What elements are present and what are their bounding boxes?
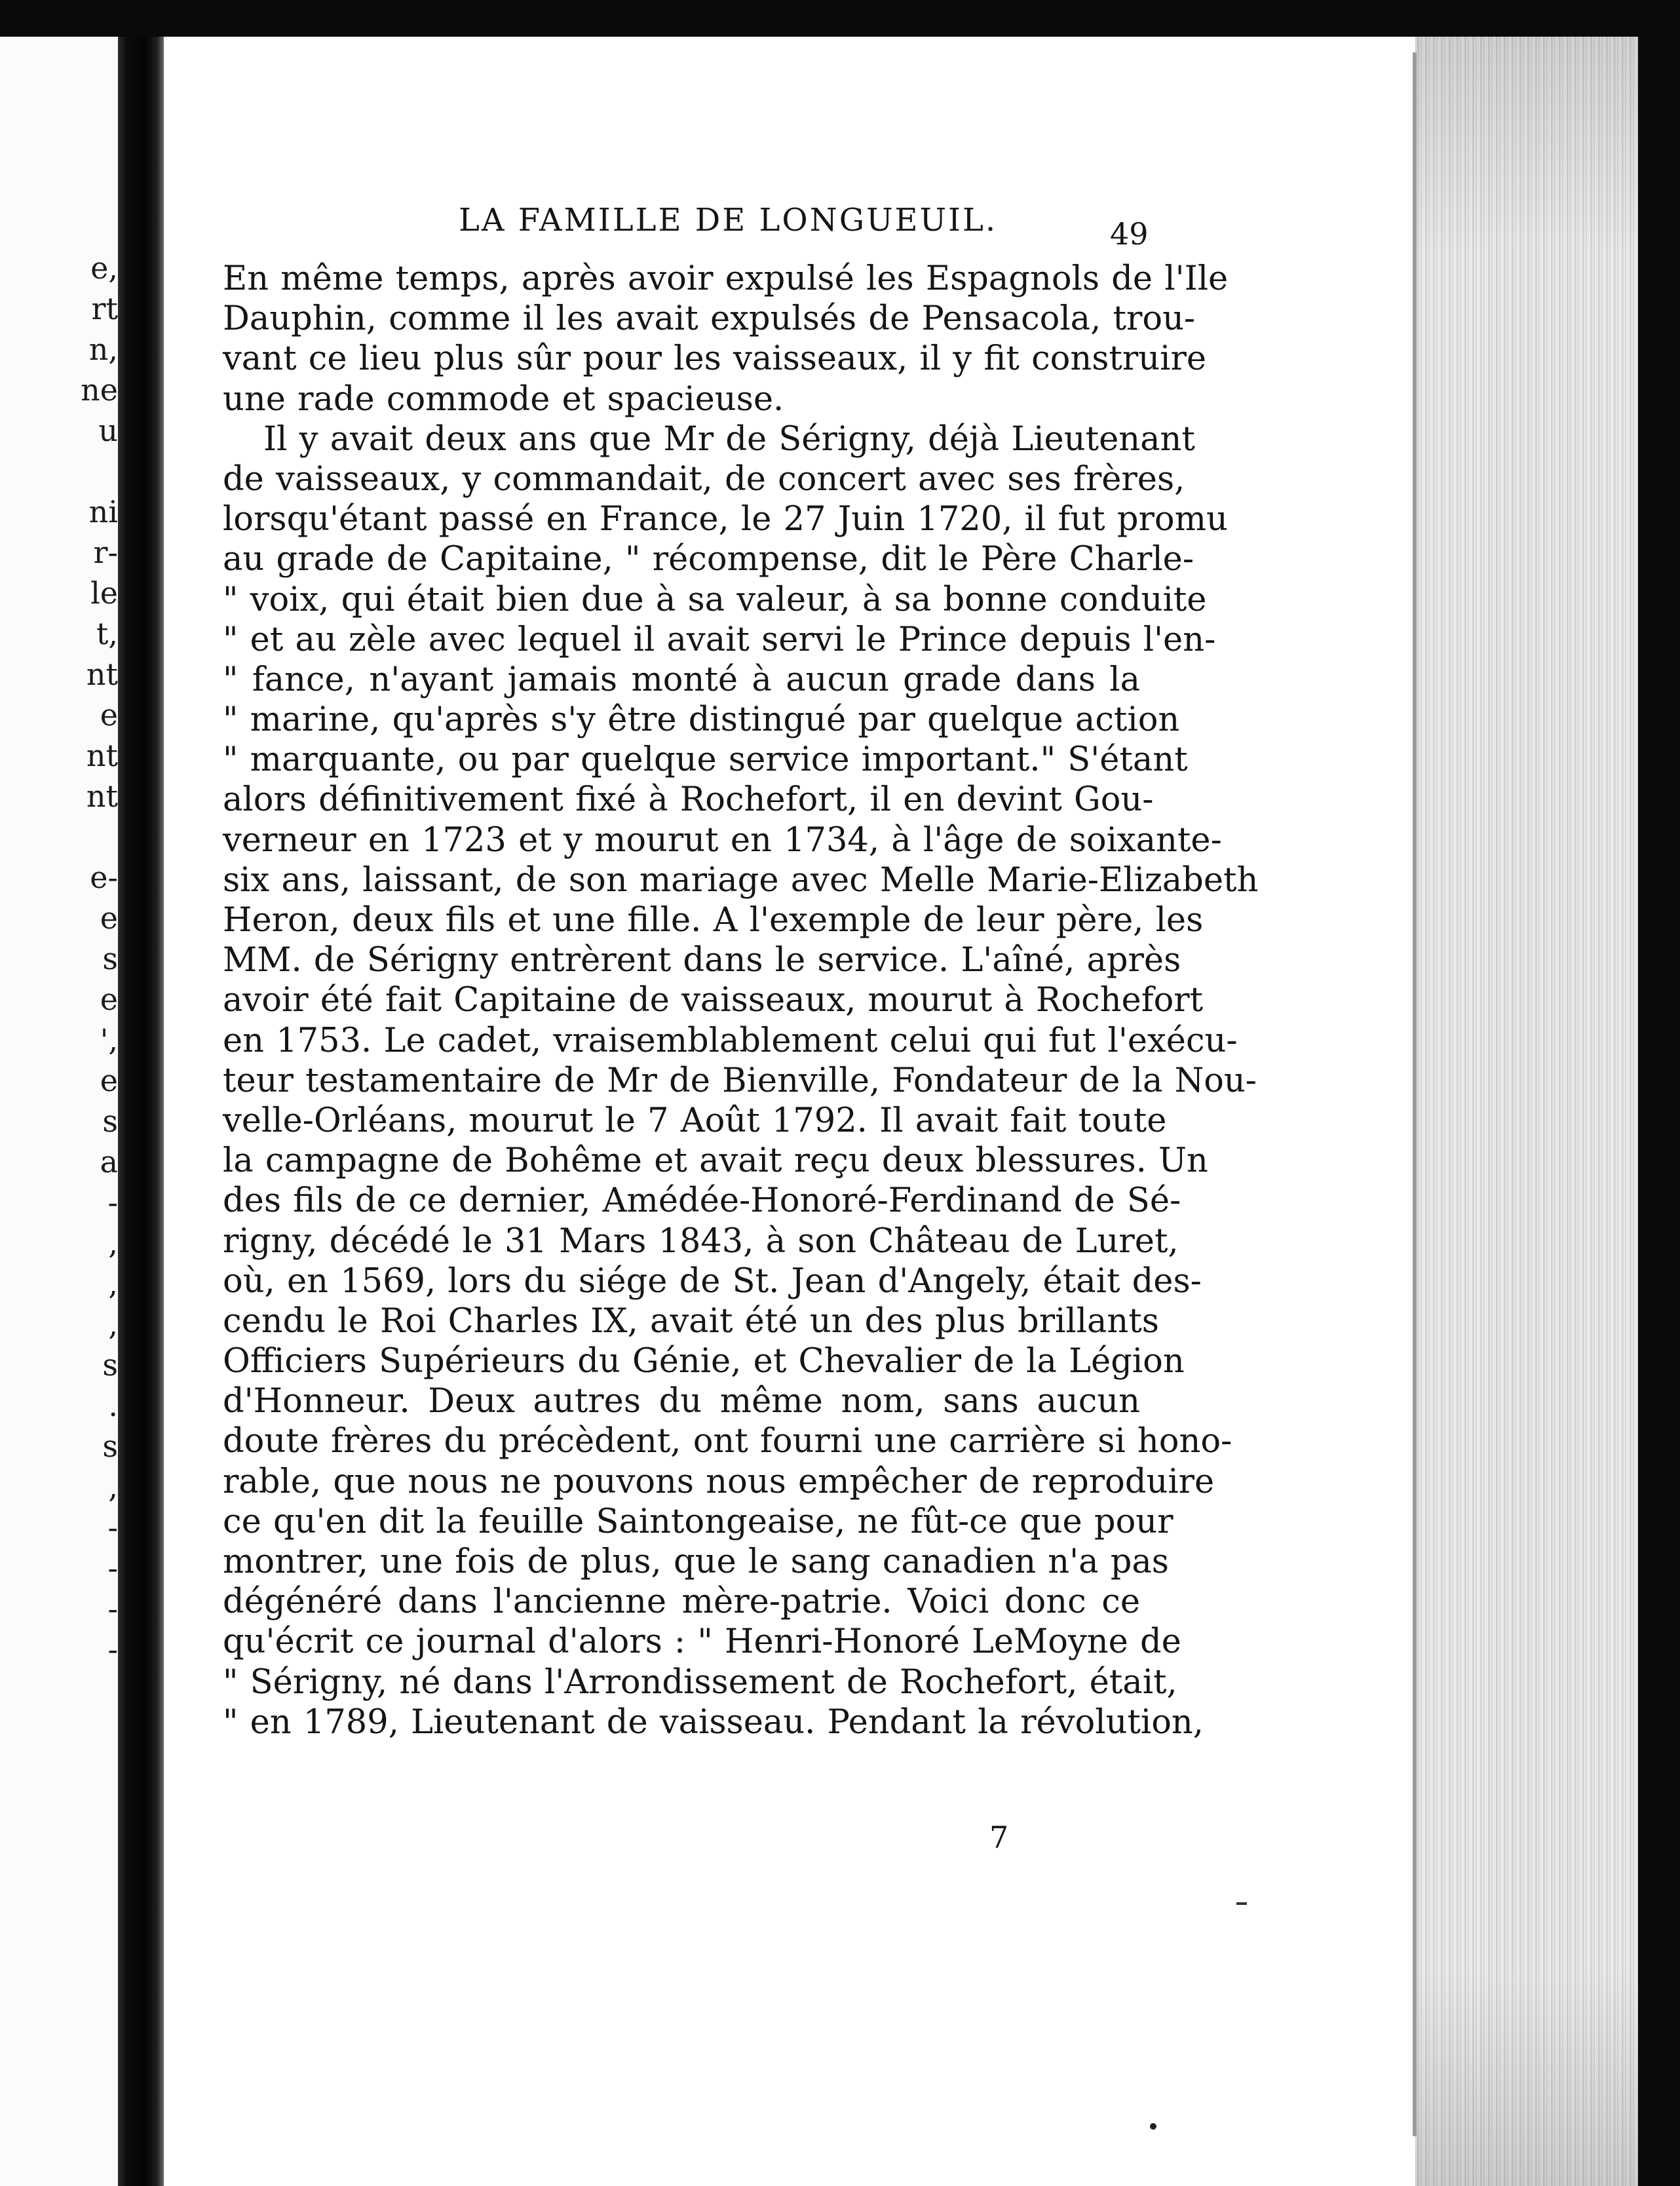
facing-page-left	[0, 37, 118, 2186]
text-line: rable, que nous ne pouvons nous empêcher de reproduire	[223, 1462, 1215, 1501]
text-line: vant ce lieu plus sûr pour les vaisseaux, il y fit construire	[223, 339, 1206, 379]
page-edge-line	[1413, 52, 1417, 2136]
text-line: en 1753. Le cadet, vraisemblablement celui qui fut l'exécu-	[223, 1021, 1238, 1060]
text-line: dégénéré dans l'ancienne mère-patrie. Voici donc ce	[223, 1582, 1140, 1622]
scan-border-right	[1638, 0, 1680, 2186]
text-line: qu'écrit ce journal d'alors : " Henri-Honoré LeMoyne de	[223, 1622, 1181, 1662]
facing-page-fragment: ni	[88, 494, 118, 529]
text-line: " Sérigny, né dans l'Arrondissement de Rochefort, était,	[223, 1662, 1177, 1702]
facing-page-fragment: e	[100, 1063, 118, 1098]
facing-page-fragment: nt	[86, 657, 118, 692]
facing-page-fragment: a	[100, 1144, 118, 1179]
facing-page-fragment: s	[102, 1429, 118, 1464]
text-line: " marquante, ou par quelque service important." S'étant	[223, 740, 1188, 780]
facing-page-fragment: ne	[81, 372, 118, 408]
facing-page-fragment: s	[102, 941, 118, 976]
text-line: de vaisseaux, y commandait, de concert avec ses frères,	[223, 459, 1185, 499]
facing-page-fragment: ,	[108, 1469, 118, 1505]
facing-page-fragment: e	[100, 900, 118, 936]
text-line: Il y avait deux ans que Mr de Sérigny, déjà Lieutenant	[263, 419, 1195, 459]
body-text	[223, 259, 1259, 1742]
page-number: 49	[1110, 216, 1149, 252]
facing-page-fragment: e	[100, 982, 118, 1017]
text-line: rigny, décédé le 31 Mars 1843, à son Château de Luret,	[223, 1221, 1179, 1261]
scan-border-top	[0, 0, 1680, 37]
facing-page-fragment: ,	[108, 1225, 118, 1261]
facing-page-fragment: e-	[90, 860, 118, 895]
facing-page-fragment: -	[107, 1510, 118, 1545]
text-line: une rade commode et spacieuse.	[223, 379, 784, 419]
text-line: d'Honneur. Deux autres du même nom, sans aucun	[223, 1382, 1140, 1421]
facing-page-fragment: -	[107, 1550, 118, 1586]
text-line: " marine, qu'après s'y être distingué par quelque action	[223, 700, 1180, 740]
text-line: " voix, qui était bien due à sa valeur, à sa bonne conduite	[223, 580, 1207, 619]
text-line: montrer, une fois de plus, que le sang canadien n'a pas	[223, 1543, 1169, 1581]
facing-page-fragment: n,	[88, 332, 118, 367]
text-line: avoir été fait Capitaine de vaisseaux, mourut à Rochefort	[223, 981, 1204, 1020]
text-line: Heron, deux fils et une fille. A l'exemple de leur père, les	[223, 901, 1204, 940]
text-line: des fils de ce dernier, Amédée-Honoré-Ferdinand de Sé-	[223, 1181, 1181, 1221]
facing-page-fragment: t,	[96, 616, 118, 651]
text-line: verneur en 1723 et y mourut en 1734, à l'âge de soixante-	[223, 820, 1222, 860]
facing-page-fragment: nt	[86, 778, 118, 814]
facing-page-fragment: e	[100, 697, 118, 733]
facing-page-fragment: -	[107, 1185, 118, 1220]
text-line: " en 1789, Lieutenant de vaisseau. Pendant la révolution,	[223, 1702, 1204, 1742]
text-line: " fance, n'ayant jamais monté à aucun grade dans la	[223, 660, 1140, 699]
facing-page-fragment: nt	[86, 738, 118, 773]
text-line: cendu le Roi Charles IX, avait été un des plus brillants	[223, 1301, 1159, 1341]
book-gutter	[118, 37, 164, 2186]
signature-mark: 7	[989, 1820, 1009, 1855]
facing-page-fragment: ',	[100, 1022, 118, 1058]
page-block-shading	[1415, 37, 1638, 2186]
facing-page-fragment: e,	[90, 250, 118, 286]
text-line: doute frères du précèdent, ont fourni une carrière si hono-	[223, 1422, 1232, 1461]
text-line: alors définitivement fixé à Rochefort, il en devint Gou-	[223, 780, 1154, 820]
text-line: où, en 1569, lors du siége de St. Jean d'Angely, était des-	[223, 1261, 1202, 1301]
facing-page-fragment: ,	[108, 1266, 118, 1301]
text-line: " et au zèle avec lequel il avait servi le Prince depuis l'en-	[223, 620, 1216, 659]
facing-page-fragment: s	[102, 1103, 118, 1139]
running-head: LA FAMILLE DE LONGUEUIL.	[459, 202, 998, 239]
text-line: En même temps, après avoir expulsé les Espagnols de l'Ile	[223, 259, 1229, 298]
text-line: teur testamentaire de Mr de Bienville, Fondateur de la Nou-	[223, 1061, 1257, 1100]
text-line: Dauphin, comme il les avait expulsés de Pensacola, trou-	[223, 299, 1196, 339]
facing-page-fragment: rt	[91, 291, 118, 326]
facing-page-fragment: -	[107, 1591, 118, 1626]
facing-page-fragment: le	[90, 575, 118, 611]
text-line: au grade de Capitaine, " récompense, dit le Père Charle-	[223, 540, 1194, 579]
facing-page-fragment: u	[98, 413, 118, 448]
facing-page-fragment: s	[102, 1347, 118, 1383]
facing-page-fragment: r-	[93, 535, 118, 570]
text-line: velle-Orléans, mourut le 7 Août 1792. Il avait fait toute	[223, 1101, 1167, 1140]
facing-page-fragment: .	[108, 1388, 118, 1423]
text-line: Officiers Supérieurs du Génie, et Chevalier de la Légion	[223, 1342, 1185, 1381]
text-line: six ans, laissant, de son mariage avec Melle Marie-Elizabeth	[223, 860, 1259, 900]
stray-mark	[1236, 1902, 1247, 1905]
text-line: MM. de Sérigny entrèrent dans le service. L'aîné, après	[223, 941, 1181, 980]
facing-page-fragment: -	[107, 1632, 118, 1667]
text-line: lorsqu'étant passé en France, le 27 Juin 1720, il fut promu	[223, 500, 1228, 539]
facing-page-fragment: ,	[108, 1307, 118, 1342]
text-line: ce qu'en dit la feuille Saintongeaise, ne fût-ce que pour	[223, 1502, 1174, 1541]
stray-dot	[1150, 2123, 1156, 2130]
text-line: la campagne de Bohême et avait reçu deux blessures. Un	[223, 1141, 1208, 1181]
facing-page-text-fragments	[0, 250, 118, 2166]
